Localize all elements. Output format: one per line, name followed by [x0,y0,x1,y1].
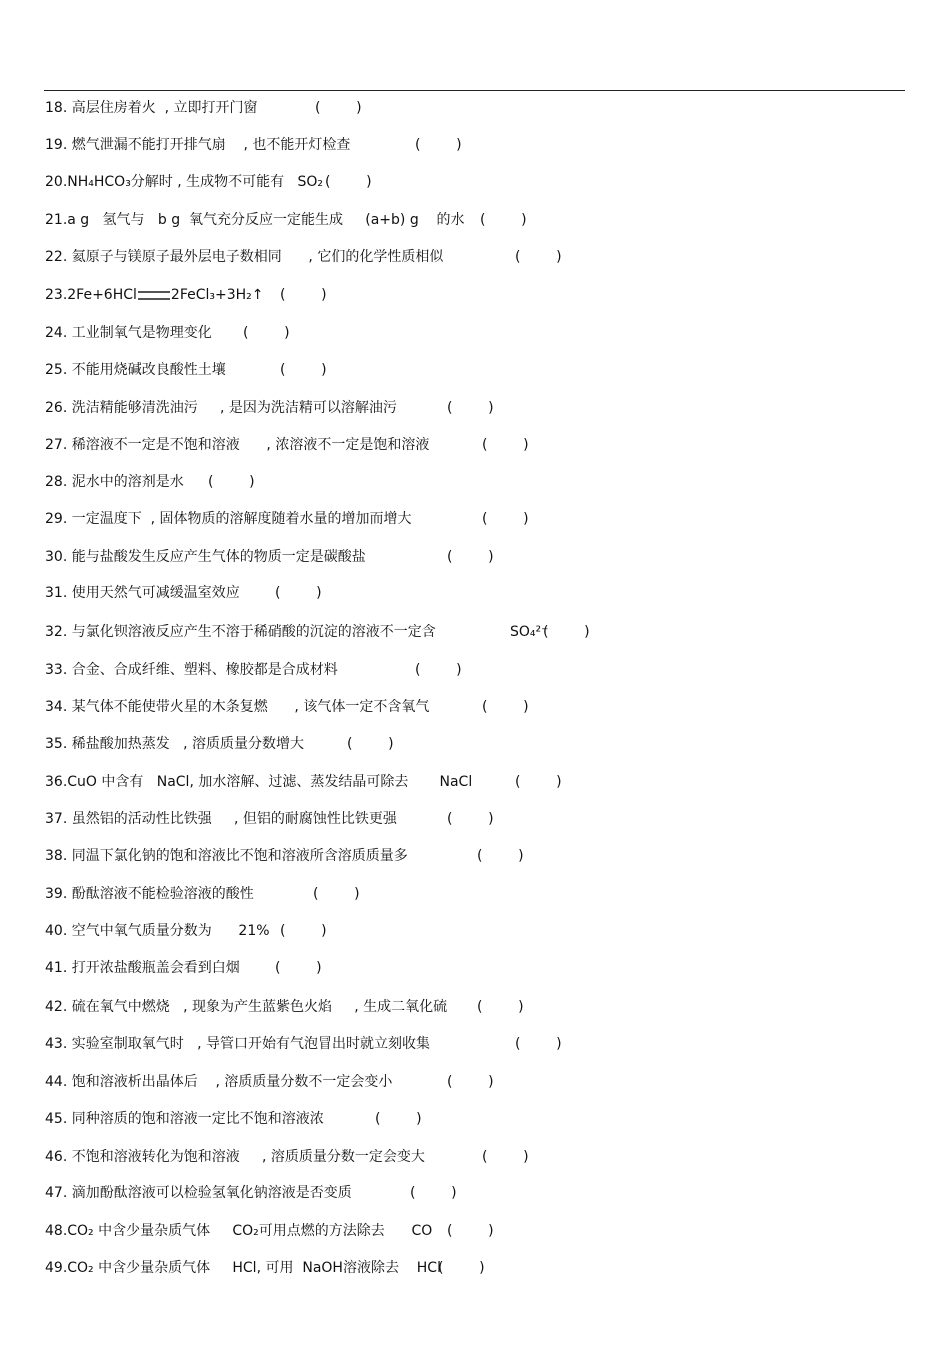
question-text: 24. 工业制氧气是物理变化 [45,325,212,341]
answer-blank[interactable]: ( ) [280,362,327,378]
answer-blank[interactable]: ( ) [543,624,590,640]
question-text: 32. 与氯化钡溶液反应产生不溶于稀硝酸的沉淀的溶液不一定含 [45,624,436,640]
question-item [45,581,905,605]
answer-blank[interactable]: ( ) [477,999,524,1015]
answer-blank[interactable]: ( ) [482,1149,529,1165]
question-text: 49.CO₂ 中含少量杂质气体 HCl, 可用 NaOH溶液除去 HCl [45,1260,441,1276]
question-text: 40. 空气中氧气质量分数为 21% [45,923,270,939]
question-item [45,732,905,756]
equals-sign-icon [138,291,170,300]
answer-blank[interactable]: ( ) [243,325,290,341]
question-text: 20.NH₄HCO₃分解时 , 生成物不可能有 SO₂ [45,174,324,190]
question-text: 27. 稀溶液不一定是不饱和溶液 , 浓溶液不一定是饱和溶液 [45,437,430,453]
answer-blank[interactable]: ( ) [447,549,494,565]
question-text: 31. 使用天然气可减缓温室效应 [45,585,240,601]
question-text: 44. 饱和溶液析出晶体后 , 溶质质量分数不一定会变小 [45,1074,393,1090]
answer-blank[interactable]: ( ) [447,1223,494,1239]
answer-blank[interactable]: ( ) [515,774,562,790]
question-item [45,321,905,345]
answer-blank[interactable]: ( ) [415,137,462,153]
question-item [45,507,905,531]
question-text: 34. 某气体不能使带火星的木条复燃 , 该气体一定不含氧气 [45,699,430,715]
answer-blank[interactable]: ( ) [438,1260,485,1276]
question-item [45,545,905,569]
question-item [45,882,905,906]
answer-blank[interactable]: ( ) [515,1036,562,1052]
answer-blank[interactable]: ( ) [447,811,494,827]
answer-blank[interactable]: ( ) [447,1074,494,1090]
answer-blank[interactable]: ( ) [275,960,322,976]
question-text: 38. 同温下氯化钠的饱和溶液比不饱和溶液所含溶质质量多 [45,848,408,864]
question-text: 41. 打开浓盐酸瓶盖会看到白烟 [45,960,240,976]
question-item [45,1107,905,1131]
question-item [45,1145,905,1169]
question-text: 36.CuO 中含有 NaCl, 加水溶解、过滤、蒸发结晶可除去 NaCl [45,774,473,790]
question-text: 30. 能与盐酸发生反应产生气体的物质一定是碳酸盐 [45,549,366,565]
question-text: 29. 一定温度下 , 固体物质的溶解度随着水量的增加而增大 [45,511,412,527]
question-item [45,358,905,382]
question-item [45,283,905,307]
question-text: 45. 同种溶质的饱和溶液一定比不饱和溶液浓 [45,1111,324,1127]
answer-blank[interactable]: ( ) [375,1111,422,1127]
question-item [45,433,905,457]
question-item [45,807,905,831]
question-item [45,620,905,644]
question-item [45,844,905,868]
answer-blank[interactable]: ( ) [482,511,529,527]
answer-blank[interactable]: ( ) [482,699,529,715]
question-text: 35. 稀盐酸加热蒸发 , 溶质质量分数增大 [45,736,304,752]
question-item [45,1181,905,1205]
question-item [45,919,905,943]
question-item [45,995,905,1019]
question-text: 37. 虽然铝的活动性比铁强 , 但铝的耐腐蚀性比铁更强 [45,811,397,827]
question-item [45,245,905,269]
question-text: 42. 硫在氧气中燃烧 , 现象为产生蓝紫色火焰 , 生成二氧化硫 [45,999,448,1015]
question-item [45,208,905,232]
answer-blank[interactable]: ( ) [477,848,524,864]
question-text: 22. 氦原子与镁原子最外层电子数相同 , 它们的化学性质相似 [45,249,444,265]
question-item [45,1070,905,1094]
question-text: 18. 高层住房着火 , 立即打开门窗 [45,100,258,116]
question-text: 25. 不能用烧碱改良酸性土壤 [45,362,226,378]
question-item [45,1219,905,1243]
answer-blank[interactable]: ( ) [325,174,372,190]
question-text: 19. 燃气泄漏不能打开排气扇 , 也不能开灯检查 [45,137,351,153]
question-item [45,956,905,980]
question-item [45,658,905,682]
formula-products: 2FeCl₃+3H₂↑ [170,287,264,303]
question-item [45,170,905,194]
answer-blank[interactable]: ( ) [515,249,562,265]
question-text: 47. 滴加酚酞溶液可以检验氢氧化钠溶液是否变质 [45,1185,352,1201]
question-text: 23.2Fe+6HCl [45,287,137,303]
question-text: 43. 实验室制取氧气时 , 导管口开始有气泡冒出时就立刻收集 [45,1036,430,1052]
answer-blank[interactable]: ( ) [280,287,327,303]
answer-blank[interactable]: ( ) [482,437,529,453]
question-text: 46. 不饱和溶液转化为饱和溶液 , 溶质质量分数一定会变大 [45,1149,425,1165]
answer-blank[interactable]: ( ) [313,886,360,902]
question-text: 28. 泥水中的溶剂是水 [45,474,184,490]
answer-blank[interactable]: ( ) [410,1185,457,1201]
answer-blank[interactable]: ( ) [415,662,462,678]
question-item [45,396,905,420]
question-text: 39. 酚酞溶液不能检验溶液的酸性 [45,886,254,902]
question-item [45,1032,905,1056]
answer-blank[interactable]: ( ) [275,585,322,601]
question-item [45,770,905,794]
question-text: 33. 合金、合成纤维、塑料、橡胶都是合成材料 [45,662,338,678]
answer-blank[interactable]: ( ) [315,100,362,116]
answer-blank[interactable]: ( ) [480,212,527,228]
formula-ion: SO₄²⁻ [510,624,549,640]
answer-blank[interactable]: ( ) [208,474,255,490]
question-item [45,470,905,494]
question-item [45,1256,905,1280]
answer-blank[interactable]: ( ) [447,400,494,416]
header-rule [44,90,905,91]
question-item [45,695,905,719]
question-item [45,96,905,120]
answer-blank[interactable]: ( ) [347,736,394,752]
answer-blank[interactable]: ( ) [280,923,327,939]
question-text: 21.a g 氢气与 b g 氧气充分反应一定能生成 (a+b) g 的水 [45,212,465,228]
question-text: 48.CO₂ 中含少量杂质气体 CO₂可用点燃的方法除去 CO [45,1223,433,1239]
question-item [45,133,905,157]
question-text: 26. 洗洁精能够清洗油污 , 是因为洗洁精可以溶解油污 [45,400,397,416]
